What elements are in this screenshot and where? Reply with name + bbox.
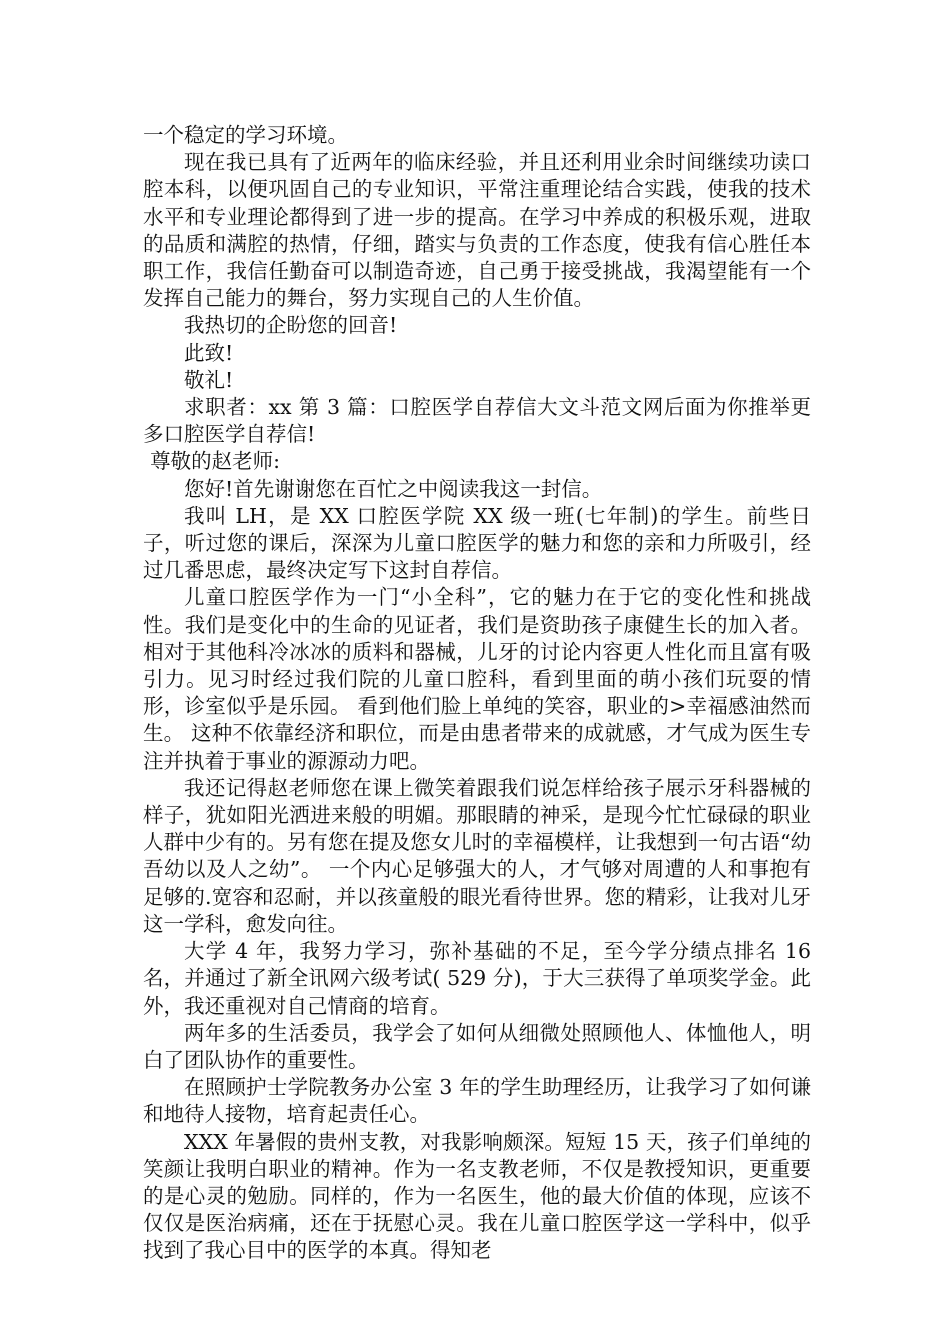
paragraph: 我还记得赵老师您在课上微笑着跟我们说怎样给孩子展示牙科器械的样子，犹如阳光洒进来般的明媚。那眼睛的神采，是现今忙忙碌碌的职业人群中少有的。另有您在提及您女儿时的幸福模样，让我想到一句古语“幼吾幼以及人之幼”。 一个内心足够强大的人，才气够对周遭的人和事抱有足够的.宽容和忍耐，并以孩童般的眼光看待世界。您的精彩，让我对儿牙这一学科，愈发向往。 [143, 775, 811, 936]
paragraph: XXX 年暑假的贵州支教，对我影响颇深。短短 15 天，孩子们单纯的笑颜让我明白职业的精神。作为一名支教老师，不仅是教授知识，更重要的是心灵的勉励。同样的，作为一名医生，他的最大价值的体现，应该不仅仅是医治病痛，还在于抚慰心灵。我在儿童口腔医学这一学科中，似乎找到了我心目中的医学的本真。得知老 [143, 1129, 811, 1263]
paragraph: 求职者：xx 第 3 篇：口腔医学自荐信大文斗范文网后面为你推举更多口腔医学自荐信! [143, 395, 811, 447]
greeting: 尊敬的赵老师: [150, 449, 281, 474]
closing-salutation: 敬礼! [184, 367, 234, 392]
paragraph: 我叫 LH，是 XX 口腔医学院 XX 级一班(七年制)的学生。前些日子，听过您的课后，深深为儿童口腔医学的魅力和您的亲和力所吸引，经过几番思虑，最终决定写下这封自荐信。 [143, 503, 811, 583]
paragraph: 两年多的生活委员，我学会了如何从细微处照顾他人、体恤他人，明白了团队协作的重要性。 [143, 1020, 811, 1072]
closing-salutation: 此致! [184, 340, 234, 365]
paragraph: 一个稳定的学习环境。 [143, 123, 348, 147]
document-body [143, 122, 811, 1265]
paragraph: 现在我已具有了近两年的临床经验，并且还利用业余时间继续功读口腔本科，以便巩固自己的专业知识，平常注重理论结合实践，使我的技术水平和专业理论都得到了进一步的提高。在学习中养成的积极乐观，进取的品质和满腔的热情，仔细，踏实与负责的工作态度，使我有信心胜任本职工作，我信任勤奋可以制造奇迹，自己勇于接受挑战，我渴望能有一个发挥自己能力的舞台，努力实现自己的人生价值。 [143, 150, 811, 311]
paragraph: 您好!首先谢谢您在百忙之中阅读我这一封信。 [184, 476, 603, 501]
paragraph: 我热切的企盼您的回音! [184, 313, 398, 338]
paragraph: 在照顾护士学院教务办公室 3 年的学生助理经历，让我学习了如何谦和地待人接物，培育起责任心。 [143, 1075, 811, 1127]
paragraph: 大学 4 年，我努力学习，弥补基础的不足，至今学分绩点排名 16 名，并通过了新全讯网六级考试( 529 分)，于大三获得了单项奖学金。此外，我还重视对自己情商的培育。 [143, 939, 811, 1018]
paragraph: 儿童口腔医学作为一门“小全科”，它的魅力在于它的变化性和挑战性。我们是变化中的生命的见证者，我们是资助孩子康健生长的加入者。 相对于其他科冷冰冰的质料和器械，儿牙的讨论内容更人性化而且富有吸引力。见习时经过我们院的儿童口腔科，看到里面的萌小孩们玩耍的情形，诊室似乎是乐园。 看到他们脸上单纯的笑容，职业的>幸福感油然而生。 这种不依靠经济和职位，而是由患者带来的成就感，才气成为医生专注并执着于事业的源源动力吧。 [143, 585, 811, 773]
